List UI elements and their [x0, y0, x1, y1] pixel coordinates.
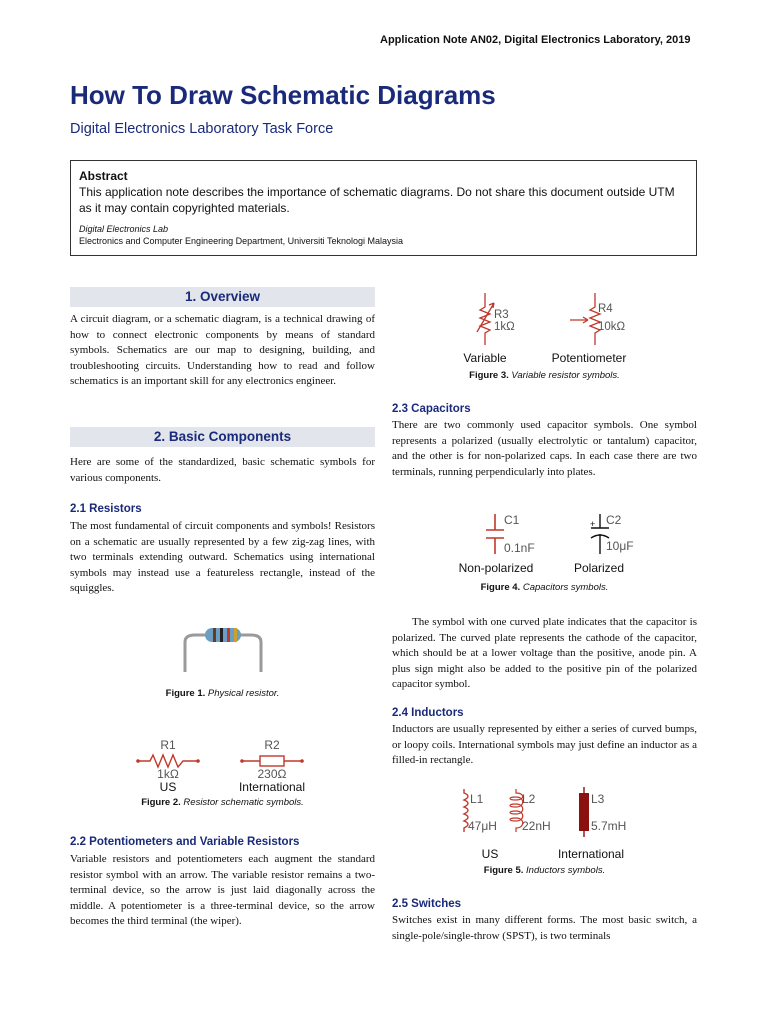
l3-value: 5.7mH — [591, 819, 627, 833]
r4-value: 10kΩ — [598, 321, 626, 333]
r2-style: International — [238, 780, 306, 794]
l2-name: L2 — [522, 792, 536, 806]
r3-name: R3 — [494, 309, 509, 321]
figure-3-text: Variable resistor symbols. — [511, 370, 620, 381]
figure-1-text: Physical resistor. — [207, 688, 280, 699]
abstract-body: This application note describes the importance of schematic diagrams. Do not share this document outside UTM as it may contain copyrighted materials. — [79, 185, 675, 215]
c1-type: Non-polarized — [458, 561, 534, 575]
figure-5-label: Figure 5. — [483, 865, 524, 876]
c2-name: C2 — [606, 513, 622, 527]
c2-value: 10μF — [606, 539, 634, 553]
physical-resistor-image — [175, 620, 275, 680]
switches-paragraph: Switches exist in many different forms. The most basic switch, a single-pole/single-throw (SPST), is two terminals — [392, 914, 697, 942]
subsection-heading-resistors: 2.1 Resistors — [70, 503, 142, 515]
r4-type: Potentiometer — [551, 351, 627, 365]
potentiometer-symbol — [590, 293, 600, 345]
l3-name: L3 — [591, 792, 605, 806]
document-header: Application Note AN02, Digital Electronics Laboratory, 2019 — [380, 34, 691, 46]
l1-name: L1 — [470, 792, 484, 806]
variable-resistor-symbols-figure — [450, 285, 650, 370]
figure-5-caption — [392, 865, 697, 876]
international-inductor-label: International — [557, 847, 625, 861]
l1-value: 47μH — [468, 819, 497, 833]
abstract-heading: Abstract — [79, 169, 128, 183]
international-inductor-symbol — [579, 793, 589, 831]
non-polarized-capacitor-symbol — [486, 514, 504, 554]
figure-2-label: Figure 2. — [141, 797, 181, 808]
figure-2-text: Resistor schematic symbols. — [183, 797, 304, 808]
figure-2-caption — [70, 797, 375, 808]
international-resistor-symbol — [260, 756, 284, 766]
abstract-dept: Electronics and Computer Engineering Department, Universiti Teknologi Malaysia — [79, 236, 403, 246]
subsection-heading-capacitors: 2.3 Capacitors — [392, 403, 471, 415]
l2-value: 22nH — [522, 819, 551, 833]
basic-components-paragraph: Here are some of the standardized, basic schematic symbols for various components. — [70, 456, 375, 484]
subsection-heading-inductors: 2.4 Inductors — [392, 707, 464, 719]
r3-type: Variable — [463, 351, 507, 365]
page-title: How To Draw Schematic Diagrams — [70, 80, 496, 110]
c1-value: 0.1nF — [504, 541, 535, 555]
overview-paragraph: A circuit diagram, or a schematic diagram, is a technical drawing of how to connect electronic components by means of standard symbols. Schematics are our map to designing, building, and troubleshooting circuits. Understanding how to read and follow schematics is an important skill for any electronics engineer. — [70, 313, 375, 387]
section-heading-basic-components: 2. Basic Components — [70, 427, 375, 447]
inductor-symbols-figure — [450, 787, 670, 862]
inductors-paragraph: Inductors are usually represented by either a series of curved bumps, or loopy coils. International symbols may just define an inductor as a filled-in rectangle. — [392, 723, 697, 766]
resistors-paragraph: The most fundamental of circuit components and symbols! Resistors on a schematic are usually represented by a few zig-zag lines, with two terminals extending outward. Schematics using international symbols may instead use a featureless rectangle, instead of the squiggles. — [70, 520, 375, 594]
r2-name: R2 — [264, 738, 280, 752]
subsection-heading-switches: 2.5 Switches — [392, 898, 462, 910]
abstract-box — [70, 160, 697, 256]
c2-plus: + — [590, 519, 596, 529]
capacitors-paragraph: There are two commonly used capacitor symbols. One symbol represents a polarized (usually electrolytic or tantalum) capacitor, and the other is for non-polarized caps. In each case there are two terminals, running perpendicularly into plates. — [392, 419, 697, 478]
figure-3-label: Figure 3. — [469, 370, 509, 381]
figure-4-text: Capacitors symbols. — [522, 582, 609, 593]
c1-name: C1 — [504, 513, 520, 527]
page-subtitle: Digital Electronics Laboratory Task Force — [70, 121, 334, 137]
figure-3-caption — [392, 370, 697, 381]
abstract-lab: Digital Electronics Lab — [79, 224, 169, 234]
r4-name: R4 — [598, 303, 613, 315]
section-heading-overview: 1. Overview — [70, 287, 375, 307]
figure-1-label: Figure 1. — [165, 688, 206, 699]
r2-value: 230Ω — [257, 767, 287, 781]
r1-value: 1kΩ — [157, 767, 179, 781]
capacitors-polarity-paragraph: The symbol with one curved plate indicates that the capacitor is polarized. The curved plate represents the cathode of the capacitor, which should be at a lower voltage than the positive, anode pin. A plus sign might also be added to the positive pin of the polarized capacitor symbol. — [392, 616, 697, 690]
us-inductor-label: US — [481, 847, 499, 861]
r3-value: 1kΩ — [494, 321, 515, 333]
r1-name: R1 — [160, 738, 176, 752]
us-resistor-symbol — [138, 755, 198, 767]
capacitor-symbols-figure — [450, 508, 670, 578]
subsection-heading-potentiometers: 2.2 Potentiometers and Variable Resistors — [70, 836, 300, 848]
figure-4-label: Figure 4. — [480, 582, 521, 593]
figure-4-caption — [392, 582, 697, 593]
resistor-symbols-figure — [130, 735, 320, 795]
figure-1-caption — [70, 688, 375, 699]
coil-inductor-symbol — [510, 789, 523, 832]
potentiometers-paragraph: Variable resistors and potentiometers each augment the standard resistor symbol with an arrow. The variable resistor remains a two-terminal device, so the arrow is just laid diagonally across the middle. A potentiometer is a three-terminal device, so the arrow becomes the third terminal (the wiper). — [70, 853, 375, 927]
figure-5-text: Inductors symbols. — [526, 865, 606, 876]
r1-style: US — [159, 780, 177, 794]
c2-type: Polarized — [573, 561, 625, 575]
